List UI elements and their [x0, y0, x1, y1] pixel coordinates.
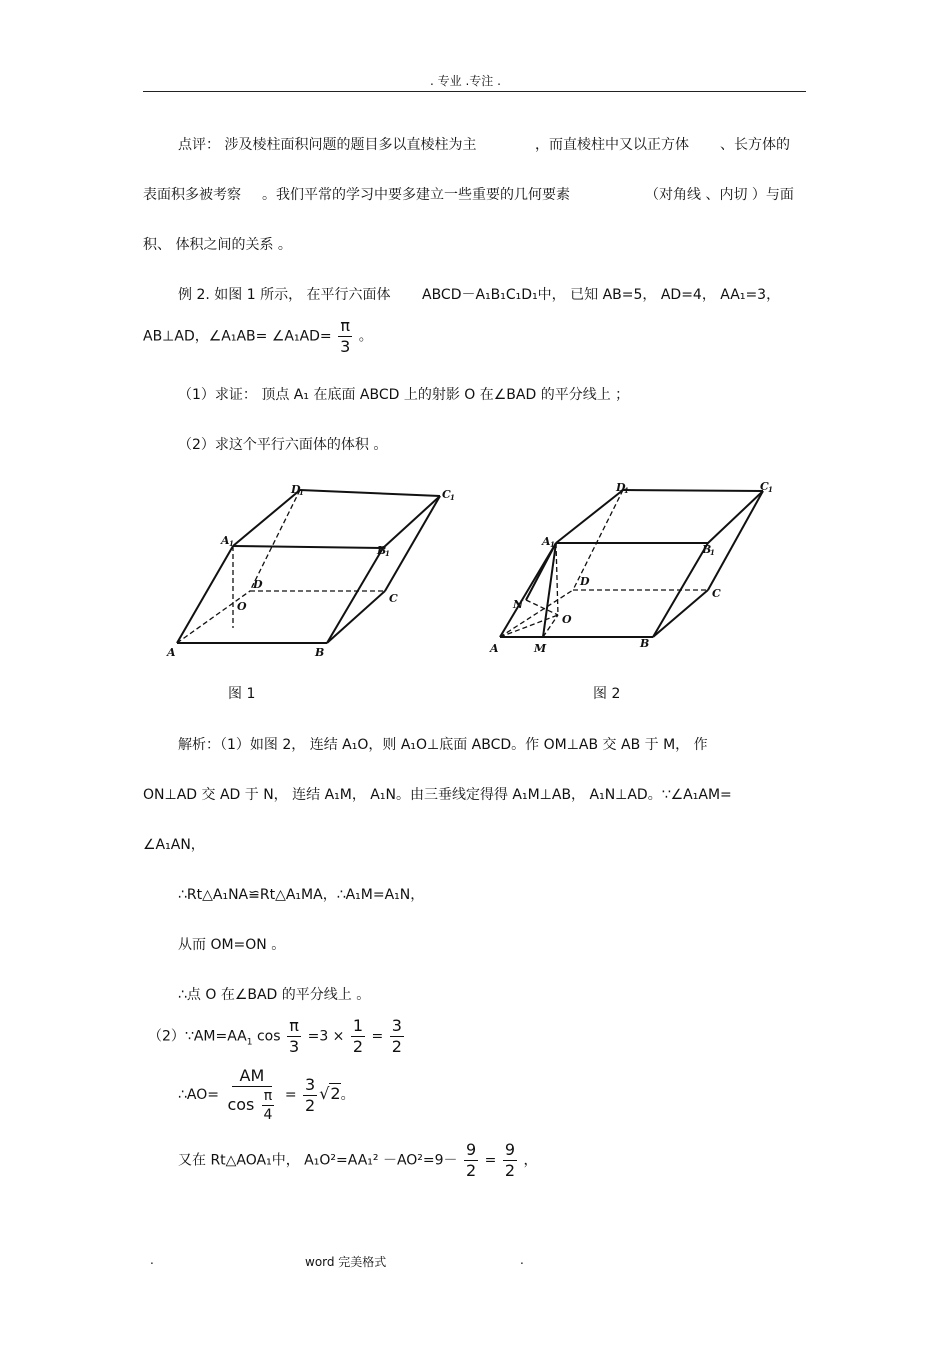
- ao-3: 3: [305, 1074, 316, 1094]
- fig1-label-D1: D: [291, 483, 301, 496]
- fig1-label-A1: A: [221, 534, 230, 547]
- figure-1-parallelepiped: [165, 478, 455, 663]
- fig2-label-C: C: [712, 587, 721, 600]
- fig1-label-O: O: [237, 600, 247, 613]
- fig1-sub-C1: 1: [450, 493, 455, 502]
- ao-pi: π: [263, 1088, 273, 1104]
- solution-line-6: ∴点 O 在∠BAD 的平分线上 。: [178, 987, 371, 1003]
- last-nine-halves-a: [464, 1142, 478, 1179]
- ao-equals: =: [284, 1087, 297, 1103]
- solution-line-1: 解析：（1）如图 2， 连结 A₁O，则 A₁O⊥底面 ABCD。作 OM⊥AB 交 AB 于 M， 作: [178, 737, 708, 753]
- fig2-label-M: M: [534, 642, 547, 655]
- solution-last-line: [178, 1142, 537, 1179]
- comment-line-2c: （对角线 、内切 ）与面: [645, 187, 794, 203]
- fig1-label-C: C: [389, 592, 398, 605]
- p2-r2: 2: [391, 1037, 402, 1056]
- p2-pi-over-3: [287, 1018, 301, 1055]
- fig2-label-A1: A: [542, 535, 551, 548]
- footer-left: .: [150, 1253, 154, 1267]
- fig2-sub-D1: 1: [624, 486, 629, 495]
- ao-four: 4: [263, 1107, 273, 1123]
- p2-one-half: [351, 1018, 365, 1055]
- p2-cos: cos: [256, 1028, 281, 1045]
- solution-part2-line: [148, 1018, 406, 1055]
- example-line-1a: 例 2. 如图 1 所示， 在平行六面体: [178, 287, 391, 303]
- p2-pi: π: [289, 1016, 299, 1035]
- ao-cos: cos: [227, 1095, 255, 1114]
- fig1-sub-A1: 1: [229, 539, 234, 548]
- solution-line-2: ON⊥AD 交 AD 于 N， 连结 A₁M， A₁N。由三垂线定得得 A₁M⊥AB， A₁N⊥AD。∵∠A₁AM=: [143, 787, 732, 803]
- fig2-label-B1: B: [702, 543, 712, 556]
- fig2-sub-C1: 1: [768, 485, 773, 494]
- example-line-2-text: AB⊥AD，∠A₁AB= ∠A₁AD=: [143, 328, 332, 345]
- comment-line-2a: 表面积多被考察: [143, 187, 241, 203]
- ao-am: AM: [232, 1068, 273, 1087]
- page-header: . 专业 .专注 .: [430, 74, 501, 88]
- comment-line-1c: 、长方体的: [720, 137, 790, 153]
- last-prefix: 又在 Rt△AOA₁中， A₁O²=AA₁² －AO²=9－: [178, 1152, 458, 1169]
- solution-ao-line: [178, 1068, 355, 1122]
- p2-one: 1: [352, 1016, 364, 1035]
- fig1-label-B1: B: [377, 544, 387, 557]
- ao-2: 2: [305, 1095, 316, 1115]
- ao-pi-over-4: [261, 1089, 274, 1122]
- footer-right: .: [520, 1253, 524, 1267]
- fig1-label-D: D: [253, 578, 263, 591]
- fig2-sub-B1: 1: [710, 548, 715, 557]
- p2-three: 3: [288, 1037, 300, 1056]
- fig1-label-C1: C: [442, 488, 451, 501]
- footer-center: word 完美格式: [305, 1255, 387, 1269]
- question-1: （1）求证： 顶点 A₁ 在底面 ABCD 上的射影 O 在∠BAD 的平分线上 ；: [178, 387, 630, 403]
- ao-prefix: ∴AO=: [178, 1087, 219, 1103]
- last-equals: =: [484, 1152, 497, 1169]
- ao-main-fraction: [225, 1068, 278, 1122]
- fig2-label-B: B: [640, 637, 650, 650]
- example-line-2-end: 。: [358, 328, 373, 345]
- fig2-label-N: N: [513, 598, 524, 611]
- ao-sqrt-radicand: 2: [330, 1084, 341, 1103]
- solution-line-4: ∴Rt△A₁NA≌Rt△A₁MA，∴A₁M=A₁N，: [178, 887, 425, 903]
- last-2b: 2: [504, 1161, 516, 1180]
- last-2a: 2: [466, 1161, 477, 1180]
- sqrt-symbol: √: [319, 1084, 330, 1103]
- p2-sub: 1: [246, 1037, 253, 1048]
- three-denominator: 3: [340, 337, 351, 356]
- ao-end: 。: [340, 1087, 355, 1103]
- last-9b: 9: [504, 1140, 516, 1159]
- fig2-label-D1: D: [616, 481, 626, 494]
- p2-prefix: （2）∵AM=AA: [148, 1028, 247, 1045]
- example-line-2: [143, 318, 373, 355]
- pi-numerator: π: [340, 316, 351, 335]
- figure-1-caption: 图 1: [228, 686, 256, 702]
- comment-line-2b: 。我们平常的学习中要多建立一些重要的几何要素: [262, 187, 570, 203]
- fig2-label-C1: C: [760, 480, 769, 493]
- p2-equals: =: [371, 1028, 384, 1045]
- solution-line-5: 从而 OM=ON 。: [178, 937, 286, 953]
- fig2-sub-A1: 1: [550, 540, 555, 549]
- p2-two: 2: [352, 1037, 364, 1056]
- figure-2-caption: 图 2: [593, 686, 621, 702]
- last-9a: 9: [466, 1140, 477, 1159]
- solution-line-3: ∠A₁AN，: [143, 837, 205, 853]
- last-end: ，: [523, 1152, 538, 1169]
- comment-line-3: 积、 体积之间的关系 。: [143, 237, 292, 253]
- comment-line-1a: 点评： 涉及棱柱面积问题的题目多以直棱柱为主: [178, 137, 477, 153]
- example-line-1b: ABCD－A₁B₁C₁D₁中， 已知 AB=5， AD=4， AA₁=3，: [422, 287, 781, 303]
- figure-2-parallelepiped: [488, 475, 788, 660]
- fig1-label-A: A: [167, 646, 176, 659]
- fig1-label-B: B: [315, 646, 325, 659]
- p2-eq3x: =3 ×: [307, 1028, 345, 1045]
- question-2: （2）求这个平行六面体的体积 。: [178, 437, 388, 453]
- header-rule: [143, 91, 806, 92]
- last-nine-halves-b: [503, 1142, 517, 1179]
- ao-denominator: [225, 1087, 278, 1122]
- pi-over-3-fraction: [338, 318, 352, 355]
- comment-line-1b: ，而直棱柱中又以正方体: [535, 137, 689, 153]
- fig1-sub-D1: 1: [299, 488, 304, 497]
- fig1-sub-B1: 1: [385, 549, 390, 558]
- p2-three-halves: [390, 1018, 404, 1055]
- fig2-label-O: O: [562, 613, 572, 626]
- fig2-label-D: D: [580, 575, 590, 588]
- p2-r3: 3: [391, 1016, 402, 1035]
- fig2-label-A: A: [490, 642, 499, 655]
- ao-three-halves: [303, 1074, 317, 1115]
